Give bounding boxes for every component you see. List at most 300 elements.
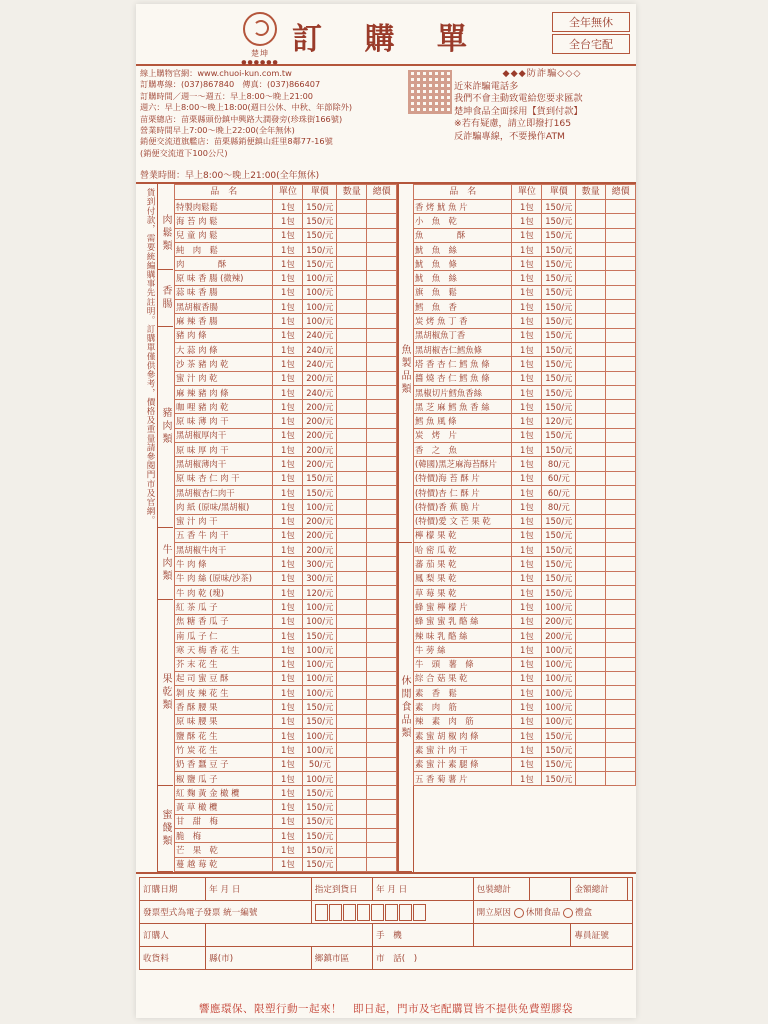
cell-total[interactable] bbox=[606, 657, 636, 671]
cell-total[interactable] bbox=[606, 586, 636, 600]
cell-qty[interactable] bbox=[337, 385, 367, 399]
cell-price: 100/元 bbox=[303, 671, 337, 685]
cell-qty[interactable] bbox=[576, 714, 606, 728]
cell-item-name: 辣 素 肉 筋 bbox=[414, 714, 512, 728]
cell-qty[interactable] bbox=[337, 700, 367, 714]
cell-total[interactable] bbox=[606, 342, 636, 356]
cell-total[interactable] bbox=[367, 314, 397, 328]
city-suffix: 縣(市) bbox=[209, 954, 234, 964]
cell-qty[interactable] bbox=[576, 657, 606, 671]
cell-qty[interactable] bbox=[576, 743, 606, 757]
cell-total[interactable] bbox=[367, 514, 397, 528]
field-order-date[interactable] bbox=[206, 878, 312, 901]
cell-qty[interactable] bbox=[576, 371, 606, 385]
cell-unit: 1包 bbox=[512, 428, 542, 442]
cell-unit: 1包 bbox=[273, 471, 303, 485]
cell-total[interactable] bbox=[606, 571, 636, 585]
cell-qty[interactable] bbox=[337, 300, 367, 314]
cell-item-name: 豬 肉 條 bbox=[175, 328, 273, 342]
cell-total[interactable] bbox=[367, 385, 397, 399]
table-row bbox=[175, 571, 397, 585]
cell-price: 150/元 bbox=[542, 214, 576, 228]
cell-qty[interactable] bbox=[576, 728, 606, 742]
th-qty: 數量 bbox=[576, 185, 606, 200]
cell-item-name: 黑胡椒杏仁鱈魚條 bbox=[414, 342, 512, 356]
table-row bbox=[414, 257, 636, 271]
cell-qty[interactable] bbox=[576, 600, 606, 614]
cell-qty[interactable] bbox=[576, 571, 606, 585]
th-total: 總價 bbox=[367, 185, 397, 200]
cell-total[interactable] bbox=[606, 371, 636, 385]
category-label: 果乾類 bbox=[158, 600, 173, 786]
cell-total[interactable] bbox=[367, 743, 397, 757]
cell-total[interactable] bbox=[606, 271, 636, 285]
cell-qty[interactable] bbox=[576, 628, 606, 642]
cell-total[interactable] bbox=[606, 457, 636, 471]
cell-total[interactable] bbox=[367, 257, 397, 271]
table-row bbox=[175, 357, 397, 371]
cell-total[interactable] bbox=[367, 342, 397, 356]
cell-qty[interactable] bbox=[337, 428, 367, 442]
cell-item-name: 蜂 蜜 蜜 乳 酪 絲 bbox=[414, 614, 512, 628]
cell-total[interactable] bbox=[606, 257, 636, 271]
table-row bbox=[175, 771, 397, 785]
cell-total[interactable] bbox=[606, 214, 636, 228]
cell-qty[interactable] bbox=[576, 528, 606, 542]
cell-price: 100/元 bbox=[303, 314, 337, 328]
cell-total[interactable] bbox=[367, 671, 397, 685]
cell-total[interactable] bbox=[606, 200, 636, 214]
cell-qty[interactable] bbox=[337, 829, 367, 843]
cell-qty[interactable] bbox=[337, 457, 367, 471]
cell-price: 50/元 bbox=[303, 757, 337, 771]
cell-qty[interactable] bbox=[576, 385, 606, 399]
table-row bbox=[175, 500, 397, 514]
table-row bbox=[414, 471, 636, 485]
cell-qty[interactable] bbox=[337, 671, 367, 685]
cell-total[interactable] bbox=[606, 543, 636, 557]
cell-total[interactable] bbox=[606, 285, 636, 299]
cell-qty[interactable] bbox=[337, 400, 367, 414]
cell-unit: 1包 bbox=[512, 385, 542, 399]
cell-qty[interactable] bbox=[337, 485, 367, 499]
cell-total[interactable] bbox=[606, 557, 636, 571]
cell-qty[interactable] bbox=[337, 500, 367, 514]
table-row bbox=[414, 342, 636, 356]
cell-qty[interactable] bbox=[576, 485, 606, 499]
cell-item-name: 牛 頭 薯 條 bbox=[414, 657, 512, 671]
table-row bbox=[175, 385, 397, 399]
field-tel[interactable] bbox=[372, 947, 632, 970]
field-delivery-date[interactable] bbox=[372, 878, 473, 901]
table-row bbox=[175, 628, 397, 642]
cell-qty[interactable] bbox=[337, 471, 367, 485]
cell-qty[interactable] bbox=[337, 786, 367, 800]
cell-qty[interactable] bbox=[337, 571, 367, 585]
cell-total[interactable] bbox=[367, 657, 397, 671]
cell-item-name: 五 香 菊 薯 片 bbox=[414, 771, 512, 785]
field-district[interactable] bbox=[311, 947, 372, 970]
cell-qty[interactable] bbox=[337, 628, 367, 642]
cell-total[interactable] bbox=[367, 786, 397, 800]
cell-qty[interactable] bbox=[576, 400, 606, 414]
cell-qty[interactable] bbox=[337, 528, 367, 542]
cell-unit: 1包 bbox=[273, 314, 303, 328]
cell-qty[interactable] bbox=[337, 843, 367, 857]
cell-qty[interactable] bbox=[337, 657, 367, 671]
cell-item-name: (特價)愛 文 芒 果 乾 bbox=[414, 514, 512, 528]
table-row bbox=[414, 300, 636, 314]
table-row bbox=[175, 228, 397, 242]
table-row bbox=[414, 643, 636, 657]
cell-item-name: 焦 糖 香 瓜 子 bbox=[175, 614, 273, 628]
cell-total[interactable] bbox=[367, 571, 397, 585]
cell-total[interactable] bbox=[367, 200, 397, 214]
cell-total[interactable] bbox=[367, 443, 397, 457]
table-row bbox=[175, 200, 397, 214]
cell-total[interactable] bbox=[606, 500, 636, 514]
left-grid bbox=[174, 184, 397, 872]
cell-unit: 1包 bbox=[273, 228, 303, 242]
cell-qty[interactable] bbox=[337, 728, 367, 742]
cell-qty[interactable] bbox=[576, 242, 606, 256]
cell-total[interactable] bbox=[606, 385, 636, 399]
cell-qty[interactable] bbox=[576, 342, 606, 356]
cell-qty[interactable] bbox=[576, 457, 606, 471]
cell-qty[interactable] bbox=[576, 514, 606, 528]
cell-qty[interactable] bbox=[337, 814, 367, 828]
cell-qty[interactable] bbox=[337, 543, 367, 557]
cell-total[interactable] bbox=[367, 800, 397, 814]
cell-total[interactable] bbox=[367, 214, 397, 228]
cell-item-name: 黑胡椒厚肉干 bbox=[175, 428, 273, 442]
field-buyer[interactable] bbox=[206, 924, 373, 947]
cell-qty[interactable] bbox=[337, 714, 367, 728]
cell-qty[interactable] bbox=[576, 771, 606, 785]
cell-qty[interactable] bbox=[337, 614, 367, 628]
cell-qty[interactable] bbox=[576, 428, 606, 442]
cell-total[interactable] bbox=[606, 414, 636, 428]
cell-qty[interactable] bbox=[337, 271, 367, 285]
table-row bbox=[414, 614, 636, 628]
category-label: 豬肉類 bbox=[158, 327, 173, 528]
cell-total[interactable] bbox=[367, 428, 397, 442]
cell-price: 150/元 bbox=[542, 571, 576, 585]
cell-total[interactable] bbox=[367, 285, 397, 299]
cell-total[interactable] bbox=[606, 428, 636, 442]
cell-qty[interactable] bbox=[337, 200, 367, 214]
th-name: 品 名 bbox=[175, 185, 273, 200]
cell-total[interactable] bbox=[367, 543, 397, 557]
cell-price: 300/元 bbox=[303, 571, 337, 585]
table-row bbox=[414, 557, 636, 571]
cell-total[interactable] bbox=[606, 700, 636, 714]
cell-qty[interactable] bbox=[337, 371, 367, 385]
category-label: 肉鬆類 bbox=[158, 198, 173, 270]
table-row bbox=[175, 342, 397, 356]
cell-total[interactable] bbox=[367, 814, 397, 828]
cell-qty[interactable] bbox=[337, 342, 367, 356]
cell-qty[interactable] bbox=[337, 328, 367, 342]
cell-qty[interactable] bbox=[576, 586, 606, 600]
cell-total[interactable] bbox=[367, 829, 397, 843]
cell-item-name: 原 味 杏 仁 肉 干 bbox=[175, 471, 273, 485]
cell-qty[interactable] bbox=[337, 686, 367, 700]
cell-price: 150/元 bbox=[542, 400, 576, 414]
cell-total[interactable] bbox=[367, 714, 397, 728]
cell-total[interactable] bbox=[367, 700, 397, 714]
cell-total[interactable] bbox=[606, 728, 636, 742]
cell-total[interactable] bbox=[606, 357, 636, 371]
cell-total[interactable] bbox=[367, 457, 397, 471]
radio-snack-icon[interactable] bbox=[514, 908, 524, 918]
cell-total[interactable] bbox=[606, 600, 636, 614]
cell-total[interactable] bbox=[606, 443, 636, 457]
field-invoice-number[interactable] bbox=[311, 901, 473, 924]
cell-qty[interactable] bbox=[337, 242, 367, 256]
footer-table bbox=[139, 877, 633, 970]
cell-total[interactable] bbox=[367, 485, 397, 499]
cell-qty[interactable] bbox=[337, 586, 367, 600]
cell-qty[interactable] bbox=[337, 285, 367, 299]
cell-total[interactable] bbox=[367, 857, 397, 871]
cell-qty[interactable] bbox=[576, 557, 606, 571]
cell-total[interactable] bbox=[606, 242, 636, 256]
cell-qty[interactable] bbox=[576, 285, 606, 299]
cell-unit: 1包 bbox=[512, 457, 542, 471]
cell-total[interactable] bbox=[367, 471, 397, 485]
cell-price: 100/元 bbox=[303, 728, 337, 742]
cell-item-name: (特價)海 苔 酥 片 bbox=[414, 471, 512, 485]
cell-total[interactable] bbox=[606, 771, 636, 785]
cell-total[interactable] bbox=[367, 614, 397, 628]
cell-total[interactable] bbox=[367, 771, 397, 785]
cell-total[interactable] bbox=[367, 400, 397, 414]
cell-total[interactable] bbox=[367, 528, 397, 542]
cell-price: 200/元 bbox=[542, 614, 576, 628]
delivery-year: 年 bbox=[375, 885, 385, 895]
cell-total[interactable] bbox=[367, 414, 397, 428]
cell-total[interactable] bbox=[367, 300, 397, 314]
field-pack-total[interactable] bbox=[529, 878, 571, 901]
cell-item-name: 塔 香 杏 仁 鱈 魚 條 bbox=[414, 357, 512, 371]
cell-unit: 1包 bbox=[512, 600, 542, 614]
field-purpose[interactable] bbox=[473, 901, 632, 924]
cell-price: 100/元 bbox=[303, 614, 337, 628]
district-suffix: 鄉鎮市區 bbox=[314, 954, 350, 964]
cell-qty[interactable] bbox=[576, 671, 606, 685]
cell-total[interactable] bbox=[367, 686, 397, 700]
cell-total[interactable] bbox=[367, 600, 397, 614]
cell-total[interactable] bbox=[606, 514, 636, 528]
cell-total[interactable] bbox=[606, 628, 636, 642]
cell-price: 240/元 bbox=[303, 342, 337, 356]
cell-unit: 1包 bbox=[512, 528, 542, 542]
cell-total[interactable] bbox=[606, 228, 636, 242]
cell-total[interactable] bbox=[367, 371, 397, 385]
cell-price: 200/元 bbox=[303, 514, 337, 528]
cell-price: 240/元 bbox=[303, 385, 337, 399]
cell-total[interactable] bbox=[367, 728, 397, 742]
label-amount-total: 金額總計 bbox=[571, 878, 627, 901]
table-row bbox=[175, 557, 397, 571]
cell-qty[interactable] bbox=[337, 357, 367, 371]
cell-total[interactable] bbox=[606, 400, 636, 414]
table-row bbox=[175, 314, 397, 328]
table-row bbox=[414, 371, 636, 385]
cell-qty[interactable] bbox=[576, 414, 606, 428]
cell-total[interactable] bbox=[606, 314, 636, 328]
cell-total[interactable] bbox=[367, 643, 397, 657]
cell-price: 150/元 bbox=[542, 514, 576, 528]
cell-price: 150/元 bbox=[542, 586, 576, 600]
cell-total[interactable] bbox=[606, 471, 636, 485]
cell-item-name: 原 味 腰 果 bbox=[175, 714, 273, 728]
cell-price: 150/元 bbox=[542, 300, 576, 314]
cell-total[interactable] bbox=[367, 357, 397, 371]
cell-total[interactable] bbox=[367, 271, 397, 285]
category-label: 魚製品類 bbox=[397, 198, 412, 543]
cell-qty[interactable] bbox=[576, 700, 606, 714]
cell-qty[interactable] bbox=[576, 357, 606, 371]
cell-item-name: 麻 辣 香 腸 bbox=[175, 314, 273, 328]
cell-unit: 1包 bbox=[512, 200, 542, 214]
info-store-hours: 營業時間早上7:00～晚上22:00(全年無休) bbox=[140, 125, 295, 136]
cell-price: 60/元 bbox=[542, 485, 576, 499]
label-buyer: 訂購人 bbox=[140, 924, 206, 947]
cell-unit: 1包 bbox=[273, 400, 303, 414]
cell-qty[interactable] bbox=[337, 757, 367, 771]
table-row bbox=[175, 457, 397, 471]
cell-total[interactable] bbox=[606, 528, 636, 542]
cell-price: 200/元 bbox=[303, 371, 337, 385]
cell-qty[interactable] bbox=[576, 614, 606, 628]
cell-qty[interactable] bbox=[576, 200, 606, 214]
cell-qty[interactable] bbox=[337, 743, 367, 757]
table-row bbox=[175, 714, 397, 728]
cell-unit: 1包 bbox=[273, 543, 303, 557]
side-note: 貨到付款，需要統編購事先註明。訂購單僅供參考，價格及重量請參閱門市及官網。 bbox=[136, 184, 158, 872]
cell-total[interactable] bbox=[367, 328, 397, 342]
cell-qty[interactable] bbox=[576, 471, 606, 485]
cell-price: 150/元 bbox=[542, 200, 576, 214]
cell-total[interactable] bbox=[606, 643, 636, 657]
cell-qty[interactable] bbox=[337, 857, 367, 871]
cell-total[interactable] bbox=[367, 586, 397, 600]
cell-qty[interactable] bbox=[576, 643, 606, 657]
table-row bbox=[414, 671, 636, 685]
table-row bbox=[414, 214, 636, 228]
cell-price: 150/元 bbox=[303, 700, 337, 714]
cell-qty[interactable] bbox=[337, 771, 367, 785]
cell-price: 200/元 bbox=[303, 414, 337, 428]
cell-qty[interactable] bbox=[337, 600, 367, 614]
cell-total[interactable] bbox=[606, 328, 636, 342]
field-amount-total[interactable] bbox=[627, 878, 632, 901]
cell-qty[interactable] bbox=[576, 686, 606, 700]
cell-qty[interactable] bbox=[337, 214, 367, 228]
cell-qty[interactable] bbox=[576, 757, 606, 771]
cell-total[interactable] bbox=[606, 757, 636, 771]
cell-qty[interactable] bbox=[576, 257, 606, 271]
cell-qty[interactable] bbox=[337, 557, 367, 571]
cell-qty[interactable] bbox=[337, 228, 367, 242]
cell-unit: 1包 bbox=[273, 257, 303, 271]
cell-qty[interactable] bbox=[576, 500, 606, 514]
table-row bbox=[414, 700, 636, 714]
cell-total[interactable] bbox=[367, 843, 397, 857]
cell-total[interactable] bbox=[606, 686, 636, 700]
invoice-boxes[interactable] bbox=[315, 904, 427, 921]
cell-qty[interactable] bbox=[576, 328, 606, 342]
cell-price: 100/元 bbox=[303, 500, 337, 514]
cell-qty[interactable] bbox=[337, 800, 367, 814]
table-row bbox=[414, 586, 636, 600]
cell-price: 150/元 bbox=[542, 743, 576, 757]
cell-qty[interactable] bbox=[337, 257, 367, 271]
cell-total[interactable] bbox=[606, 671, 636, 685]
cell-unit: 1包 bbox=[512, 242, 542, 256]
cell-total[interactable] bbox=[367, 628, 397, 642]
cell-qty[interactable] bbox=[576, 300, 606, 314]
cell-qty[interactable] bbox=[576, 543, 606, 557]
cell-total[interactable] bbox=[367, 242, 397, 256]
cell-qty[interactable] bbox=[576, 271, 606, 285]
cell-item-name: 魚 酥 bbox=[414, 228, 512, 242]
cell-item-name: 鱈 魚 香 bbox=[414, 300, 512, 314]
table-row bbox=[414, 385, 636, 399]
table-row bbox=[175, 614, 397, 628]
cell-qty[interactable] bbox=[337, 643, 367, 657]
cell-unit: 1包 bbox=[512, 686, 542, 700]
cell-price: 150/元 bbox=[303, 714, 337, 728]
cell-total[interactable] bbox=[367, 500, 397, 514]
cell-total[interactable] bbox=[606, 485, 636, 499]
radio-giftbox-icon[interactable] bbox=[563, 908, 573, 918]
field-city[interactable] bbox=[206, 947, 312, 970]
table-row bbox=[414, 271, 636, 285]
fraud-warning-block bbox=[454, 68, 630, 144]
cell-total[interactable] bbox=[606, 743, 636, 757]
table-row bbox=[175, 857, 397, 871]
cell-total[interactable] bbox=[606, 614, 636, 628]
field-mobile[interactable] bbox=[473, 924, 571, 947]
cell-qty[interactable] bbox=[576, 443, 606, 457]
cell-qty[interactable] bbox=[337, 514, 367, 528]
cell-unit: 1包 bbox=[273, 786, 303, 800]
cell-unit: 1包 bbox=[273, 586, 303, 600]
cell-total[interactable] bbox=[367, 228, 397, 242]
cell-unit: 1包 bbox=[512, 300, 542, 314]
cell-total[interactable] bbox=[367, 757, 397, 771]
cell-unit: 1包 bbox=[273, 829, 303, 843]
cell-price: 100/元 bbox=[303, 600, 337, 614]
cell-qty[interactable] bbox=[337, 414, 367, 428]
cell-qty[interactable] bbox=[337, 443, 367, 457]
cell-price: 150/元 bbox=[542, 271, 576, 285]
cell-qty[interactable] bbox=[576, 228, 606, 242]
cell-qty[interactable] bbox=[576, 214, 606, 228]
cell-qty[interactable] bbox=[337, 314, 367, 328]
cell-unit: 1包 bbox=[512, 357, 542, 371]
cell-total[interactable] bbox=[606, 300, 636, 314]
cell-item-name: 旗 魚 鬆 bbox=[414, 285, 512, 299]
cell-total[interactable] bbox=[606, 714, 636, 728]
cell-unit: 1包 bbox=[512, 257, 542, 271]
cell-total[interactable] bbox=[367, 557, 397, 571]
table-row bbox=[414, 228, 636, 242]
cell-qty[interactable] bbox=[576, 314, 606, 328]
